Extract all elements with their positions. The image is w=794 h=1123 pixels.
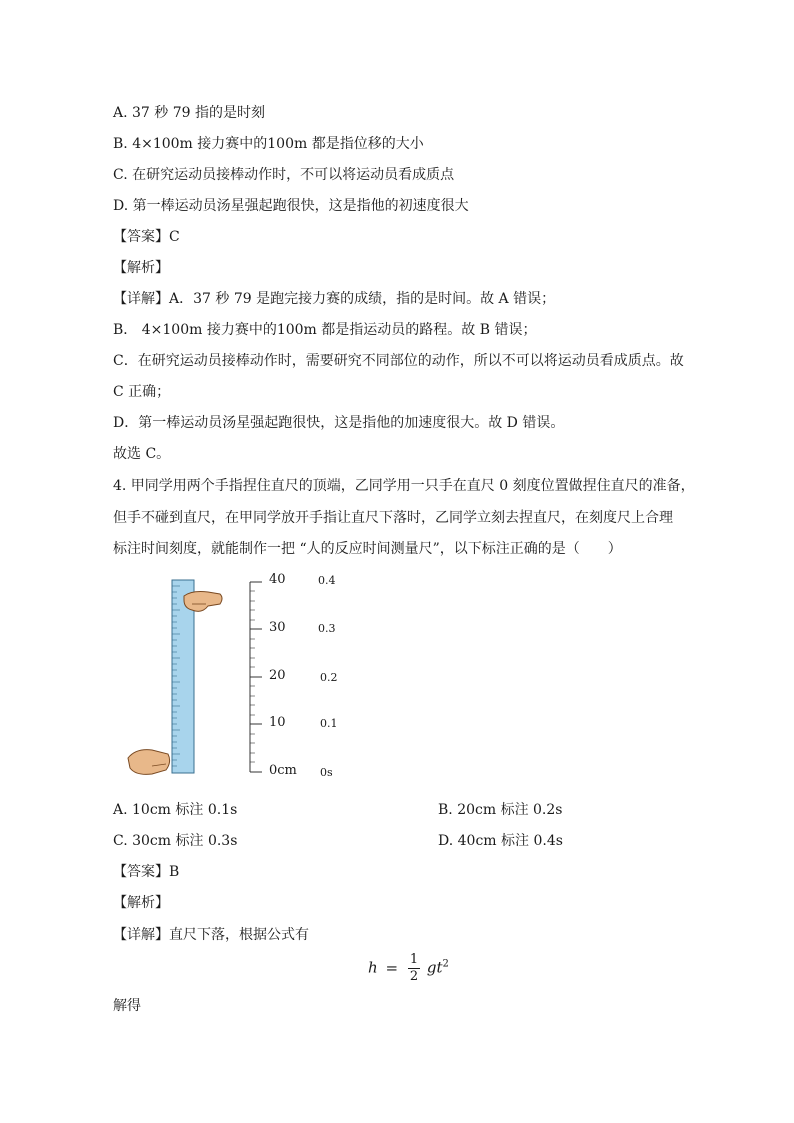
detail-line: 【详解】直尺下落，根据公式有 bbox=[113, 927, 309, 943]
ruler-figure bbox=[122, 570, 362, 785]
formula-rhs: gt bbox=[426, 958, 443, 977]
detail-line: D．第一棒运动员汤星强起跑很快，这是指他的加速度很大。故 D 错误。 bbox=[113, 415, 565, 431]
top-hand-icon bbox=[184, 592, 222, 612]
formula-numerator: 1 bbox=[409, 952, 419, 967]
formula-denominator: 2 bbox=[409, 969, 419, 984]
time-label-04: 0.4 bbox=[318, 574, 336, 587]
bottom-hand-icon bbox=[128, 750, 170, 775]
time-label-02: 0.2 bbox=[320, 671, 338, 684]
scale-label-30: 30 bbox=[269, 620, 286, 635]
option-a: A. 10cm 标注 0.1s bbox=[113, 802, 238, 818]
time-label-03: 0.3 bbox=[318, 622, 336, 635]
detail-line: C 正确； bbox=[113, 384, 171, 400]
answer-label: 【答案】C bbox=[113, 229, 180, 245]
question-4-text: 标注时间刻度，就能制作一把 “人的反应时间测量尺”，以下标注正确的是（ ） bbox=[113, 541, 622, 557]
option-b-line: B. 4×100m 接力赛中的100m 都是指位移的大小 bbox=[113, 136, 424, 152]
solution-label: 解得 bbox=[113, 998, 141, 1014]
detail-line: C．在研究运动员接棒动作时，需要研究不同部位的动作，所以不可以将运动员看成质点。故 bbox=[113, 353, 684, 369]
time-label-01: 0.1 bbox=[320, 717, 338, 730]
scale-label-0: 0cm bbox=[269, 763, 297, 778]
option-d-line: D. 第一棒运动员汤星强起跑很快，这是指他的初速度很大 bbox=[113, 198, 469, 214]
analysis-label: 【解析】 bbox=[113, 260, 169, 276]
formula-fraction bbox=[408, 952, 420, 985]
option-c: C. 30cm 标注 0.3s bbox=[113, 833, 238, 849]
scale-label-20: 20 bbox=[269, 668, 286, 683]
analysis-label: 【解析】 bbox=[113, 895, 169, 911]
formula-exponent: 2 bbox=[442, 958, 449, 970]
scale-label-40: 40 bbox=[269, 572, 286, 587]
option-b: B. 20cm 标注 0.2s bbox=[438, 802, 563, 818]
answer-label: 【答案】B bbox=[113, 864, 180, 880]
free-fall-formula bbox=[368, 952, 449, 985]
formula-lhs: h bbox=[368, 958, 378, 977]
time-label-0: 0s bbox=[320, 766, 333, 779]
option-a-line: A. 37 秒 79 指的是时刻 bbox=[113, 105, 265, 121]
option-d: D. 40cm 标注 0.4s bbox=[438, 833, 563, 849]
formula-equals: = bbox=[385, 958, 399, 977]
question-4-text: 4. 甲同学用两个手指捏住直尺的顶端，乙同学用一只手在直尺 0 刻度位置做捏住直尺的准备， bbox=[113, 478, 695, 494]
detail-line: B． 4×100m 接力赛中的100m 都是指运动员的路程。故 B 错误； bbox=[113, 322, 537, 338]
scale-axis bbox=[250, 582, 262, 772]
question-4-text: 但手不碰到直尺，在甲同学放开手指让直尺下落时，乙同学立刻去捏直尺，在刻度尺上合理 bbox=[113, 510, 673, 526]
conclusion-line: 故选 C。 bbox=[113, 446, 171, 462]
option-c-line: C. 在研究运动员接棒动作时，不可以将运动员看成质点 bbox=[113, 167, 455, 183]
scale-label-10: 10 bbox=[269, 715, 286, 730]
detail-line: 【详解】A．37 秒 79 是跑完接力赛的成绩，指的是时间。故 A 错误； bbox=[113, 291, 556, 307]
